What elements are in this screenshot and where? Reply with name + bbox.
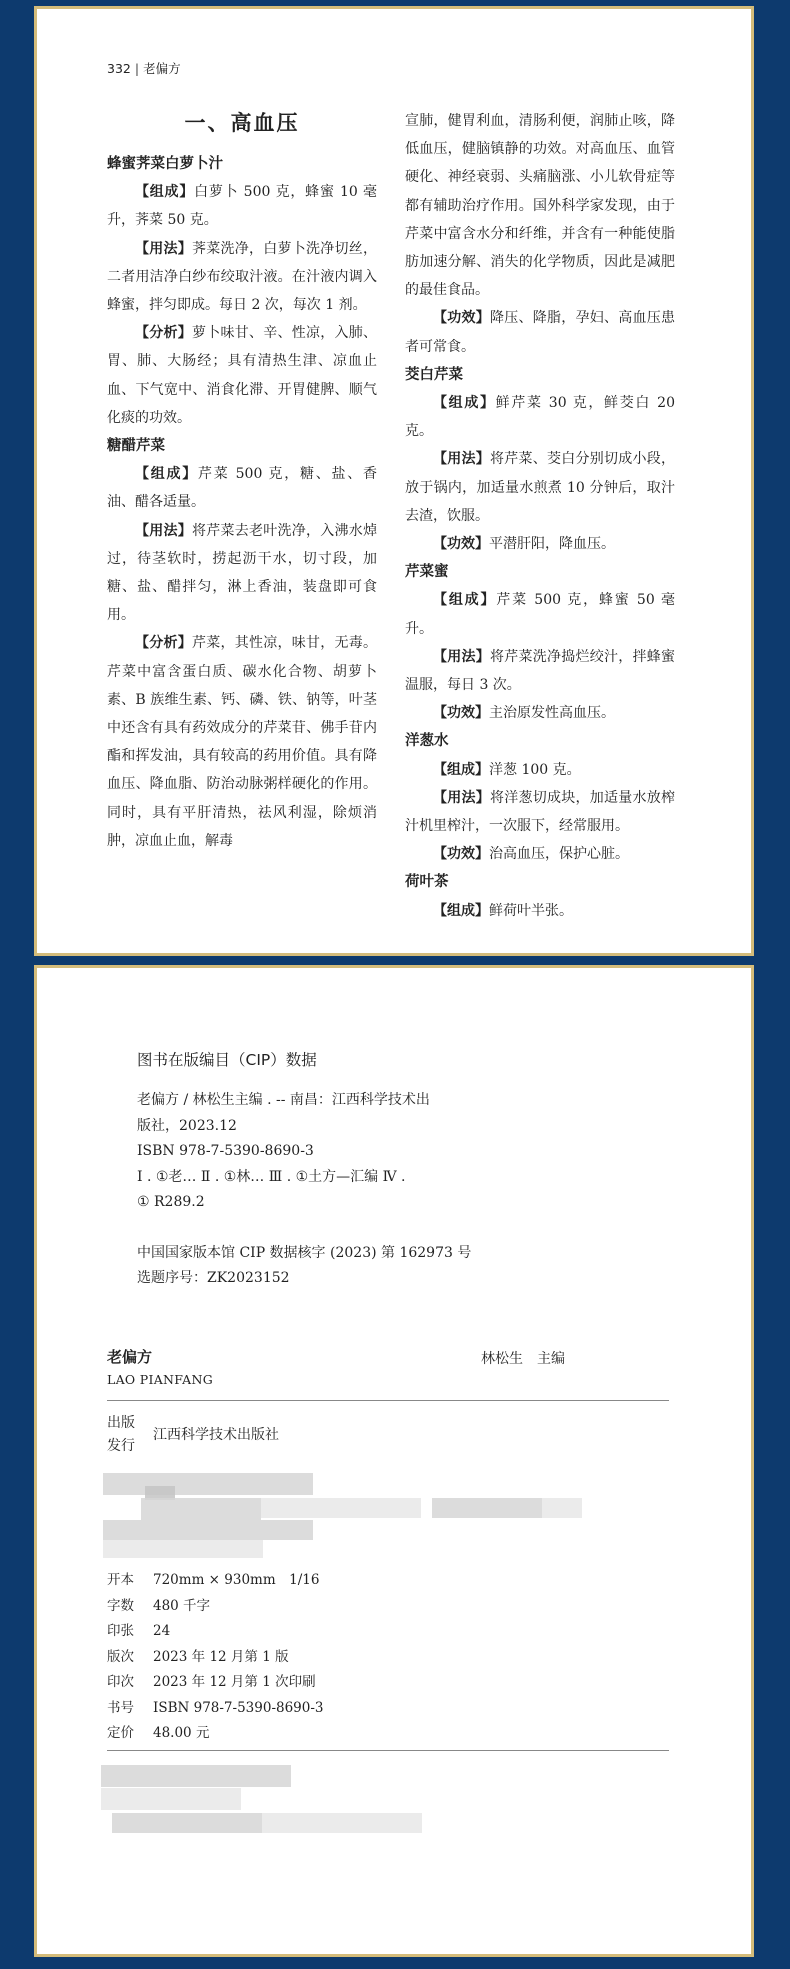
recipe-title: 荷叶茶 (405, 874, 449, 891)
spec-row (107, 1645, 324, 1671)
spec-label: 印次 (107, 1674, 134, 1690)
spec-row (107, 1594, 324, 1620)
spec-label: 开本 (107, 1572, 134, 1588)
cip-line: ① R289.2 (137, 1194, 205, 1210)
author-credit (481, 1348, 565, 1368)
section-tag: 【组成】 (433, 761, 489, 778)
spec-value: 24 (153, 1623, 171, 1639)
redacted-block (141, 1498, 261, 1520)
redacted-block (262, 1813, 422, 1833)
spec-value: 2023 年 12 月第 1 次印刷 (153, 1674, 316, 1690)
section-tag: 【用法】 (433, 789, 490, 806)
cip-spacer (137, 1216, 471, 1241)
recipe-paragraph (405, 756, 675, 784)
recipe-paragraph (405, 784, 675, 840)
divider-bottom (107, 1750, 669, 1751)
paragraph-text: 芹菜 500 克，糖、盐、香油、醋各适量。 (107, 466, 378, 511)
cip-line: 老偏方 / 林松生主编 . -- 南昌：江西科学技术出 (137, 1092, 430, 1108)
spec-label: 定价 (107, 1725, 134, 1741)
paragraph-text: 将芹菜去老叶洗净，入沸水焯过，待茎软时，捞起沥干水，切寸段，加糖、盐、醋拌匀，淋上香油，装盘即可食用。 (107, 522, 377, 624)
section-tag: 【用法】 (135, 240, 192, 257)
publisher-name: 江西科学技术出版社 (153, 1427, 279, 1443)
redacted-block (103, 1540, 263, 1558)
paragraph-text: 将芹菜洗净捣烂绞汁，拌蜂蜜温服，每日 3 次。 (405, 648, 675, 694)
recipe-paragraph (107, 319, 377, 432)
section-tag: 【功效】 (433, 705, 489, 722)
recipe-title: 糖醋芹菜 (107, 438, 165, 455)
publisher-label-line1: 出版 (107, 1415, 135, 1431)
recipe-paragraph (107, 460, 377, 516)
paragraph-text: 降压、降脂，孕妇、高血压患者可常食。 (405, 310, 675, 355)
cip-heading: 图书在版编目（CIP）数据 (137, 1051, 317, 1069)
recipe-paragraph (405, 586, 675, 642)
publisher-label-line2: 发行 (107, 1438, 135, 1454)
topic-number: 选题序号：ZK2023152 (137, 1270, 290, 1286)
cip-line: ISBN 978-7-5390-8690-3 (137, 1143, 314, 1159)
section-tag: 【组成】 (135, 184, 195, 201)
paragraph-text: 宣肺，健胃利血，清肠利便，润肺止咳，降低血压，健脑镇静的功效。对高血压、血管硬化、神经衰弱、头痛脑涨、小儿软骨症等都有辅助治疗作用。国外科学家发现，由于芹菜中富含水分和纤维，并含有一种能使脂肪加速分解、消失的化学物质，因此是减肥的最佳食品。 (405, 113, 675, 299)
copyright-page (34, 965, 754, 1957)
left-column (107, 92, 377, 855)
paragraph-text: 鲜荷叶半张。 (489, 902, 573, 919)
section-tag: 【功效】 (433, 536, 489, 553)
book-page-332 (34, 6, 754, 956)
redacted-block (101, 1765, 291, 1787)
recipe-paragraph (405, 699, 675, 727)
section-tag: 【组成】 (433, 592, 497, 609)
section-tag: 【组成】 (433, 395, 496, 412)
paragraph-text: 荠菜洗净，白萝卜洗净切丝，二者用洁净白纱布绞取汁液。在汁液内调入蜂蜜，拌匀即成。每日 2 次，每次 1 剂。 (107, 240, 377, 314)
recipe-title: 蜂蜜荠菜白萝卜汁 (107, 156, 223, 172)
redacted-block (432, 1498, 542, 1518)
spec-label: 字数 (107, 1597, 134, 1614)
section-tag: 【用法】 (433, 648, 490, 665)
paragraph-text: 平潜肝阳，降血压。 (489, 536, 615, 553)
section-tag: 【组成】 (135, 466, 198, 483)
redacted-block (542, 1498, 582, 1518)
redacted-block (103, 1520, 313, 1540)
section-tag: 【功效】 (433, 846, 489, 863)
spec-value: ISBN 978-7-5390-8690-3 (153, 1699, 324, 1716)
spec-row (107, 1670, 324, 1696)
paragraph-text: 芹菜 500 克，蜂蜜 50 毫升。 (405, 592, 676, 637)
recipe-paragraph (405, 304, 675, 360)
spec-row (107, 1696, 324, 1722)
cip-line: 版社，2023.12 (137, 1117, 237, 1134)
recipe-paragraph (107, 629, 377, 855)
recipe-paragraph (405, 530, 675, 558)
paragraph-text: 将芹菜、茭白分别切成小段，放于锅内，加适量水煎煮 10 分钟后，取汁去渣，饮服。 (405, 451, 675, 524)
left-column-body (107, 150, 377, 855)
running-head-separator: | (134, 61, 140, 76)
spec-value: 48.00 元 (153, 1725, 210, 1741)
paragraph-text: 白萝卜 500 克，蜂蜜 10 毫升，荠菜 50 克。 (107, 184, 377, 229)
recipe-paragraph (107, 517, 377, 630)
section-tag: 【分析】 (135, 325, 192, 342)
recipe-paragraph (405, 643, 675, 699)
divider-top (107, 1400, 669, 1401)
paragraph-text: 将洋葱切成块，加适量水放榨汁机里榨汁，一次服下，经常服用。 (405, 789, 675, 835)
running-head-title: 老偏方 (143, 61, 181, 76)
running-head (107, 59, 181, 77)
section-tag: 【分析】 (135, 635, 192, 652)
publication-specs (107, 1568, 324, 1747)
author-role: 主编 (537, 1351, 565, 1367)
paragraph-text: 洋葱 100 克。 (489, 761, 581, 778)
spec-value: 720mm × 930mm 1/16 (153, 1572, 320, 1588)
recipe-paragraph (405, 840, 675, 868)
paragraph-text: 主治原发性高血压。 (489, 705, 615, 722)
book-title-pinyin: LAO PIANFANG (107, 1372, 213, 1387)
page-number: 332 (107, 61, 131, 76)
section-tag: 【用法】 (135, 522, 192, 539)
spec-row (107, 1721, 324, 1747)
spec-label: 印张 (107, 1623, 134, 1639)
book-title: 老偏方 (107, 1348, 153, 1366)
redacted-block (112, 1813, 262, 1833)
cip-data-block (137, 1088, 471, 1292)
redacted-block (101, 1788, 241, 1810)
right-column (405, 107, 675, 925)
section-tag: 【组成】 (433, 902, 489, 919)
publisher-label (107, 1412, 135, 1458)
recipe-paragraph (405, 445, 675, 530)
redacted-block (261, 1498, 421, 1518)
cip-line: Ⅰ . ①老… Ⅱ . ①林… Ⅲ . ①土方—汇编 Ⅳ . (137, 1168, 406, 1185)
recipe-paragraph (405, 897, 675, 925)
recipe-paragraph (405, 389, 675, 445)
recipe-paragraph (405, 107, 675, 304)
right-column-body (405, 107, 675, 925)
section-tag: 【用法】 (433, 451, 490, 468)
paragraph-text: 鲜芹菜 30 克，鲜茭白 20 克。 (405, 395, 675, 440)
recipe-paragraph (107, 235, 377, 320)
recipe-paragraph (107, 178, 377, 234)
chapter-title: 一、高血压 (184, 110, 300, 135)
author-name: 林松生 (481, 1351, 523, 1367)
spec-value: 2023 年 12 月第 1 版 (153, 1648, 289, 1665)
paragraph-text: 治高血压，保护心脏。 (489, 846, 629, 863)
spec-label: 版次 (107, 1648, 134, 1665)
recipe-title: 洋葱水 (405, 733, 449, 750)
spec-row (107, 1619, 324, 1645)
section-tag: 【功效】 (433, 310, 490, 327)
spec-label: 书号 (107, 1699, 134, 1716)
paragraph-text: 芹菜，其性凉，味甘，无毒。芹菜中富含蛋白质、碳水化合物、胡萝卜素、B 族维生素、钙、磷、铁、钠等，叶茎中还含有具有药效成分的芹菜苷、佛手苷内酯和挥发油，具有较高的药用价值。具有降血压、降血脂、防治动脉粥样硬化的作用。同时，具有平肝清热，祛风利湿，除烦消肿，凉血止血，解毒 (107, 635, 377, 849)
spec-value: 480 千字 (153, 1597, 211, 1614)
paragraph-text: 萝卜味甘、辛、性凉，入肺、胃、肺、大肠经；具有清热生津、凉血止血、下气宽中、消食化滞、开胃健脾、顺气化痰的功效。 (107, 325, 377, 426)
cip-record-number: 中国国家版本馆 CIP 数据核字 (2023) 第 162973 号 (137, 1244, 472, 1261)
redacted-block (103, 1473, 313, 1495)
spec-row (107, 1568, 324, 1594)
recipe-title: 茭白芹菜 (405, 366, 463, 383)
recipe-title: 芹菜蜜 (405, 564, 449, 581)
